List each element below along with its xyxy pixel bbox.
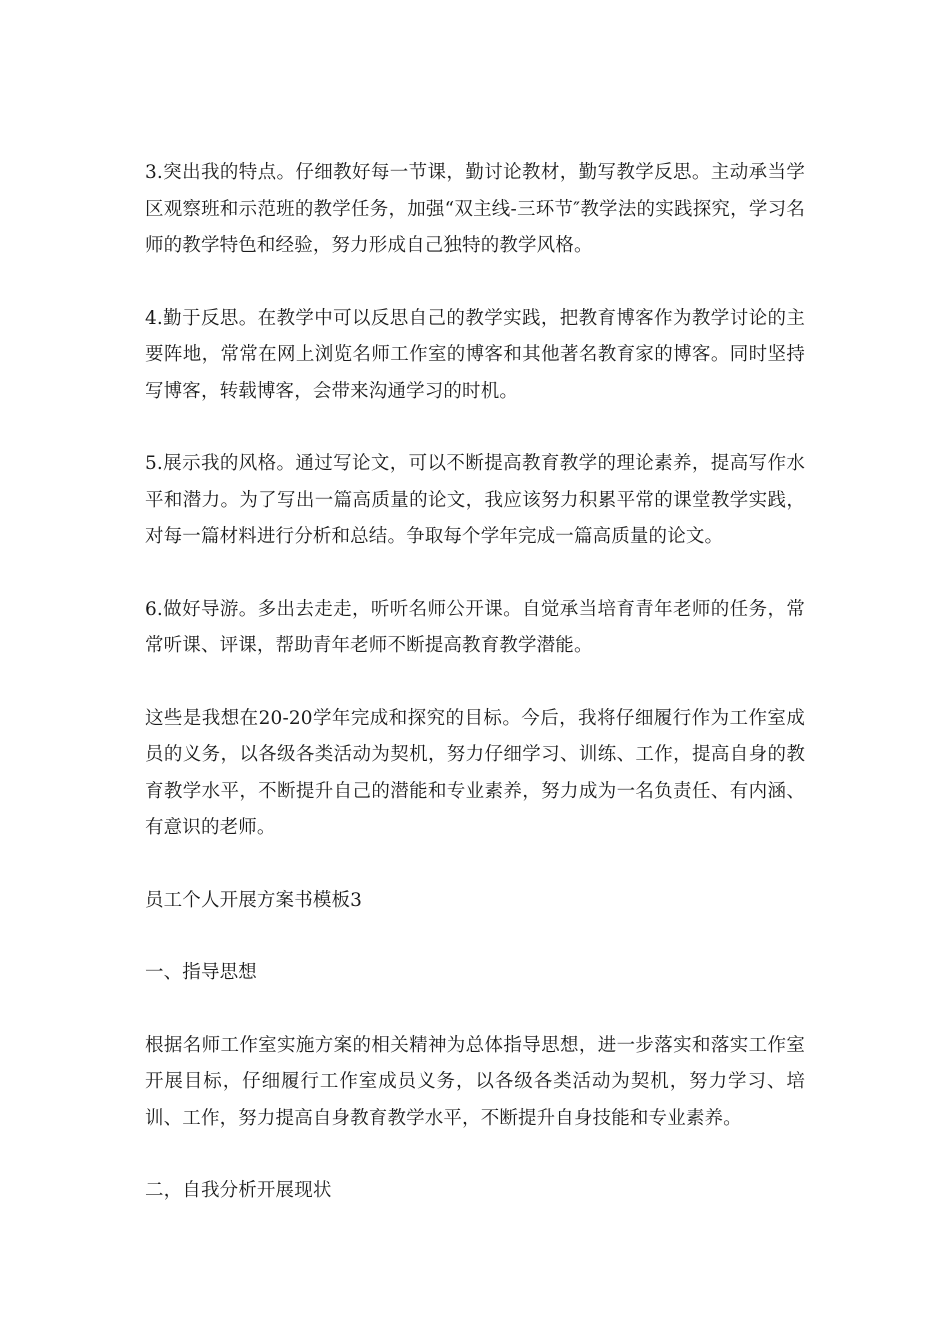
paragraph-item-4: 4.勤于反思。在教学中可以反思自己的教学实践，把教育博客作为教学讨论的主要阵地，常常在网上浏览名师工作室的博客和其他著名教育家的博客。同时坚持写博客，转载博客，会带来沟通学习的时机。 — [145, 307, 805, 402]
paragraph-summary: 这些是我想在20-20学年完成和探究的目标。今后，我将仔细履行作为工作室成员的义务，以各级各类活动为契机，努力仔细学习、训练、工作，提高自身的教育教学水平，不断提升自己的潜能和专业素养，努力成为一名负责任、有内涵、有意识的老师。 — [145, 707, 805, 838]
paragraph-guiding-thought: 根据名师工作室实施方案的相关精神为总体指导思想，进一步落实和落实工作室开展目标，仔细履行工作室成员义务，以各级各类活动为契机，努力学习、培训、工作，努力提高自身教育教学水平，不断提升自身技能和专业素养。 — [145, 1034, 805, 1129]
paragraph-item-3: 3.突出我的特点。仔细教好每一节课，勤讨论教材，勤写教学反思。主动承当学区观察班和示范班的教学任务，加强“双主线-三环节″教学法的实践探究，学习名师的教学特色和经验，努力形成自己独特的教学风格。 — [145, 162, 805, 256]
document-body — [145, 155, 805, 1210]
paragraph-item-5: 5.展示我的风格。通过写论文，可以不断提高教育教学的理论素养，提高写作水平和潜力。为了写出一篇高质量的论文，我应该努力积累平常的课堂教学实践，对每一篇材料进行分析和总结。争取每个学年完成一篇高质量的论文。 — [145, 453, 805, 547]
section-title: 员工个人开展方案书模板3 — [145, 889, 363, 911]
heading-self-analysis: 二，自我分析开展现状 — [145, 1180, 332, 1201]
paragraph-item-6: 6.做好导游。多出去走走，听听名师公开课。自觉承当培育青年老师的任务，常常听课、评课，帮助青年老师不断提高教育教学潜能。 — [145, 598, 805, 656]
heading-guiding-thought: 一、指导思想 — [145, 962, 257, 983]
